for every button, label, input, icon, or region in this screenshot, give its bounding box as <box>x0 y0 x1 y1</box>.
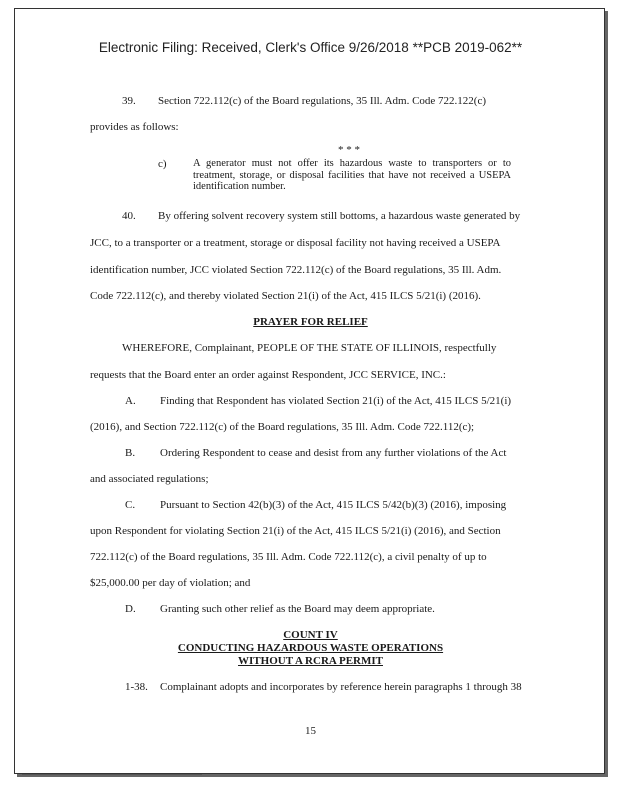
item-a-line-1: Finding that Respondent has violated Section 21(i) of the Act, 415 ILCS 5/21(i) <box>160 395 512 407</box>
item-a-line-2: (2016), and Section 722.112(c) of the Board regulations, 35 Ill. Adm. Code 722.112(c); <box>90 421 475 433</box>
quote-marker: c) <box>158 158 167 170</box>
prayer-for-relief-heading: PRAYER FOR RELIEF <box>253 316 368 328</box>
item-b-line-1: Ordering Respondent to cease and desist from any further violations of the Act <box>160 447 507 459</box>
paragraph-40-line-3: identification number, JCC violated Section 722.112(c) of the Board regulations, 35 Ill. Adm. <box>90 264 502 276</box>
paragraph-39-line-1: Section 722.112(c) of the Board regulations, 35 Ill. Adm. Code 722.122(c) <box>158 95 487 107</box>
paragraph-40-line-1: By offering solvent recovery system still bottoms, a hazardous waste generated by <box>158 210 521 222</box>
item-c-line-2: upon Respondent for violating Section 21(i) of the Act, 415 ILCS 5/21(i) (2016), and Section <box>90 525 501 537</box>
count-iv-title: COUNT IV <box>283 629 338 641</box>
item-d-line-1: Granting such other relief as the Board may deem appropriate. <box>160 603 435 615</box>
footer-rule <box>22 774 202 775</box>
wherefore-line-1: WHEREFORE, Complainant, PEOPLE OF THE STATE OF ILLINOIS, respectfully <box>122 342 497 354</box>
item-b-letter: B. <box>125 447 136 459</box>
paragraph-1-38-text: Complainant adopts and incorporates by reference herein paragraphs 1 through 38 <box>160 681 522 693</box>
paragraph-39-line-2: provides as follows: <box>90 121 179 133</box>
quoted-regulation-text: A generator must not offer its hazardous waste to transporters or to treatment, storage, or disposal facilities that have not received a USEPA identification number. <box>193 158 511 192</box>
item-c-letter: C. <box>125 499 136 511</box>
paragraph-40-number: 40. <box>122 210 136 222</box>
filing-header: Electronic Filing: Received, Clerk's Office 9/26/2018 **PCB 2019-062** <box>98 40 523 55</box>
item-c-line-4: $25,000.00 per day of violation; and <box>90 577 251 589</box>
ellipsis-asterisks: * * * <box>338 144 360 156</box>
count-iv-subtitle-2: WITHOUT A RCRA PERMIT <box>238 655 383 667</box>
item-d-letter: D. <box>125 603 136 615</box>
item-c-line-1: Pursuant to Section 42(b)(3) of the Act, 415 ILCS 5/42(b)(3) (2016), imposing <box>160 499 507 511</box>
paragraph-40-line-2: JCC, to a transporter or a treatment, storage or disposal facility not having received a USEPA <box>90 237 501 249</box>
paragraph-40-line-4: Code 722.112(c), and thereby violated Section 21(i) of the Act, 415 ILCS 5/21(i) (2016). <box>90 290 481 302</box>
paragraph-1-38-number: 1-38. <box>125 681 148 693</box>
wherefore-line-2: requests that the Board enter an order against Respondent, JCC SERVICE, INC.: <box>90 369 446 381</box>
paragraph-39-number: 39. <box>122 95 136 107</box>
page-number: 15 <box>305 725 316 737</box>
item-b-line-2: and associated regulations; <box>90 473 209 485</box>
item-a-letter: A. <box>125 395 136 407</box>
item-c-line-3: 722.112(c) of the Board regulations, 35 Ill. Adm. Code 722.112(c), a civil penalty of up to <box>90 551 487 563</box>
count-iv-subtitle-1: CONDUCTING HAZARDOUS WASTE OPERATIONS <box>177 642 444 654</box>
